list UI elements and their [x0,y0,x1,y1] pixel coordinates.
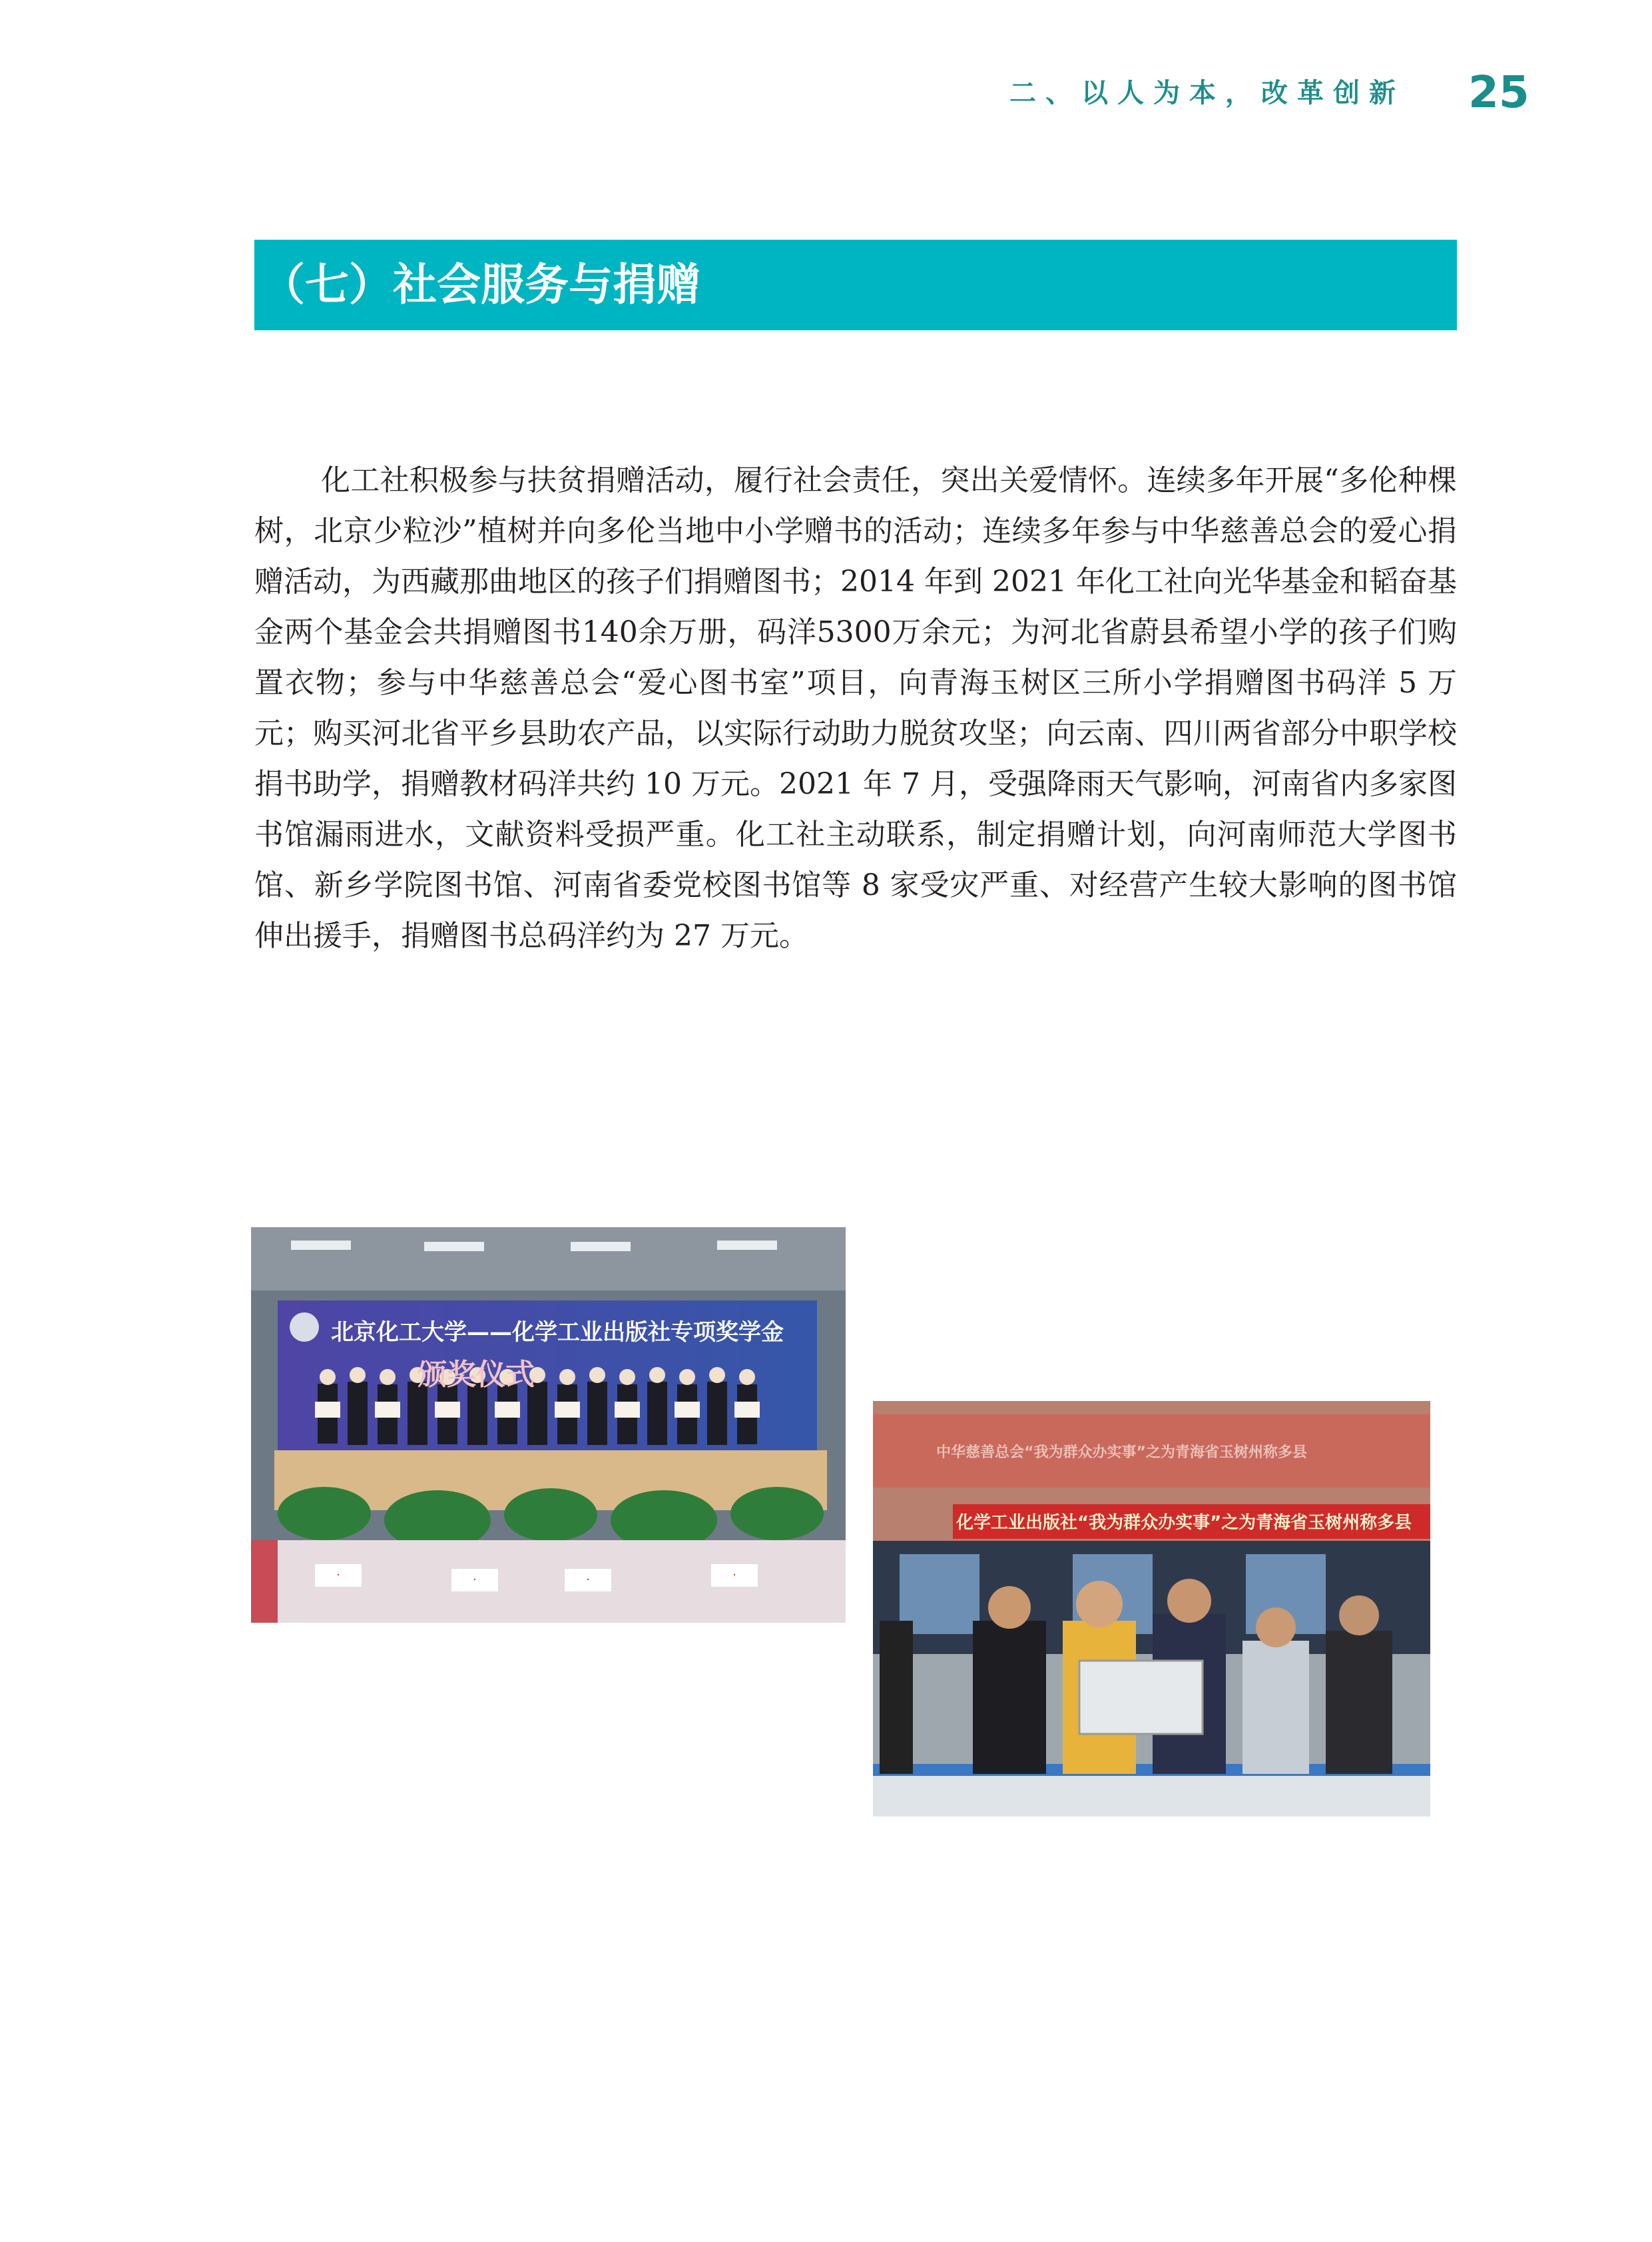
chapter-running-head: 二、以人为本，改革创新 [1009,78,1405,109]
body-paragraph: 化工社积极参与扶贫捐赠活动，履行社会责任，突出关爱情怀。连续多年开展“多伦种棵树，北京少粒沙”植树并向多伦当地中小学赠书的活动；连续多年参与中华慈善总会的爱心捐赠活动，为西藏那曲地区的孩子们捐赠图书；2014 年到 2021 年化工社向光华基金和韬奋基金两个基金会共捐赠图书140余万册，码洋5300万余元；为河北省蔚县希望小学的孩子们购置衣物；参与中华慈善总会“爱心图书室”项目，向青海玉树区三所小学捐赠图书码洋 5 万元；购买河北省平乡县助农产品，以实际行动助力脱贫攻坚；向云南、四川两省部分中职学校捐书助学，捐赠教材码洋共约 10 万元。2021 年 7 月，受强降雨天气影响，河南省内多家图书馆漏雨进水，文献资料受损严重。化工社主动联系，制定捐赠计划，向河南师范大学图书馆、新乡学院图书馆、河南省委党校图书馆等 8 家受灾严重、对经营产生较大影响的图书馆伸出援手，捐赠图书总码洋约为 27 万元。 [254,463,1457,953]
donation-banner-upper: 中华慈善总会“我为群众办实事”之为青海省玉树州称多县 [936,1444,1307,1461]
section-title: （七）社会服务与捐赠 [261,259,700,310]
award-ceremony-subtitle: 颁奖仪式 [417,1358,535,1392]
donation-illustration [873,1401,1430,1817]
award-ceremony-photo [251,1227,846,1623]
name-card: · [710,1563,758,1587]
donation-banner: 化学工业出版社“我为群众办实事”之为青海省玉树州称多县 [956,1513,1412,1533]
name-card: · [451,1568,499,1592]
name-card: · [564,1568,612,1592]
donation-photo [873,1401,1430,1817]
name-card: · [314,1563,362,1587]
page-number: 25 [1468,67,1529,118]
award-ceremony-banner: 北京化工大学——化学工业出版社专项奖学金 [331,1319,784,1346]
